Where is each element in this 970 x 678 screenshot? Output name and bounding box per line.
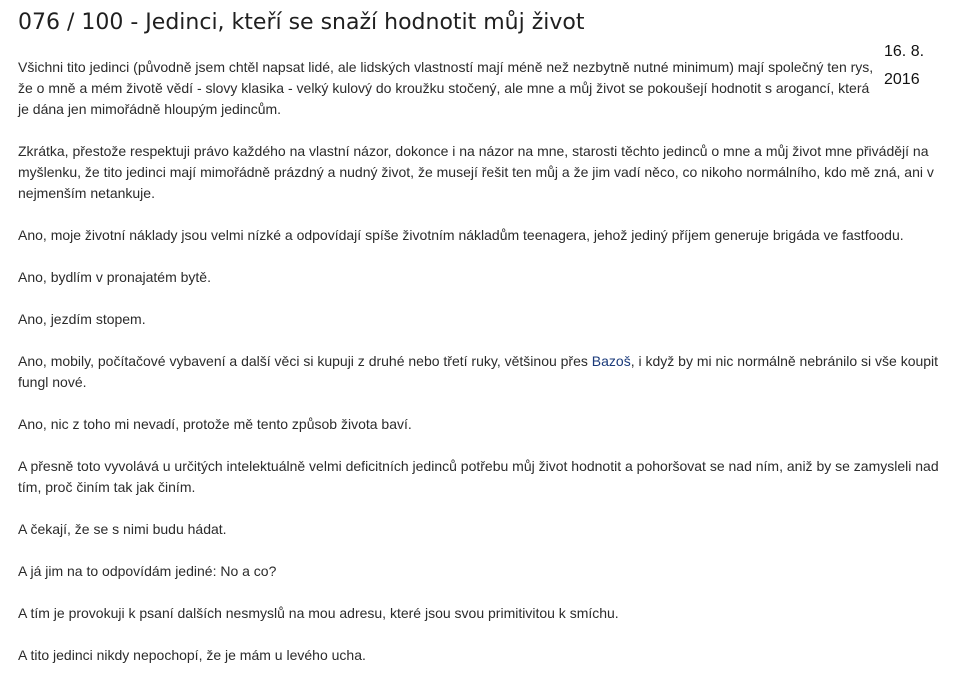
paragraph: Ano, moje životní náklady jsou velmi nízké a odpovídají spíše životním nákladům teenagera, jehož jediný příjem generuje brigáda ve fastfoodu.	[18, 227, 904, 243]
article-body	[18, 57, 958, 678]
paragraph: Ano, nic z toho mi nevadí, protože mě tento způsob života baví.	[18, 416, 412, 432]
article-title: 076 / 100 - Jedinci, kteří se snaží hodnotit můj život	[18, 10, 585, 35]
paragraph-text: Ano, mobily, počítačové vybavení a další věci si kupuji z druhé nebo třetí ruky, většinou přes	[18, 353, 592, 369]
bazos-link[interactable]: Bazoš	[591, 353, 631, 369]
paragraph: A čekají, že se s nimi budu hádat.	[18, 521, 227, 537]
paragraph: Ano, jezdím stopem.	[18, 311, 146, 327]
paragraph-text: , i když by mi nic normálně nebránilo si vše koupit fungl nové.	[18, 353, 939, 390]
paragraph: A tito jedinci nikdy nepochopí, že je mám u levého ucha.	[18, 647, 366, 663]
paragraph: Zkrátka, přestože respektuji právo každého na vlastní názor, dokonce i na názor na mne, starosti těchto jedinců o mne a můj život mne přivádějí na myšlenku, že tito jedinci mají mimořádně prázdný a nudný život, že musejí řešit ten můj a že jim vadí něco, co nikoho normálního, kdo mě zná, ani v nejmenším netankuje.	[18, 143, 934, 201]
paragraph: Ano, bydlím v pronajatém bytě.	[18, 269, 211, 285]
paragraph-with-link	[18, 351, 958, 393]
paragraph: A přesně toto vyvolává u určitých intelektuálně velmi deficitních jedinců potřebu můj život hodnotit a pohoršovat se nad ním, aniž by se zamysleli nad tím, proč činím tak jak činím.	[18, 458, 939, 495]
article-date-year: 2016	[884, 71, 920, 88]
paragraph: A já jim na to odpovídám jediné: No a co?	[18, 563, 277, 579]
article-date-day-month: 16. 8.	[884, 43, 925, 60]
paragraph: A tím je provokuji k psaní dalších nesmyslů na mou adresu, které jsou svou primitivitou k smíchu.	[18, 605, 619, 621]
paragraph: Všichni tito jedinci (původně jsem chtěl napsat lidé, ale lidských vlastností mají méně než nezbytně nutné minimum) mají společný ten rys, že o mně a mém životě vědí - slovy klasika - velký kulový do kroužku stočený, ale mne a můj život se pokoušejí hodnotit s arogancí, která je dána jen mimořádně hloupým jedincům.	[18, 59, 874, 117]
